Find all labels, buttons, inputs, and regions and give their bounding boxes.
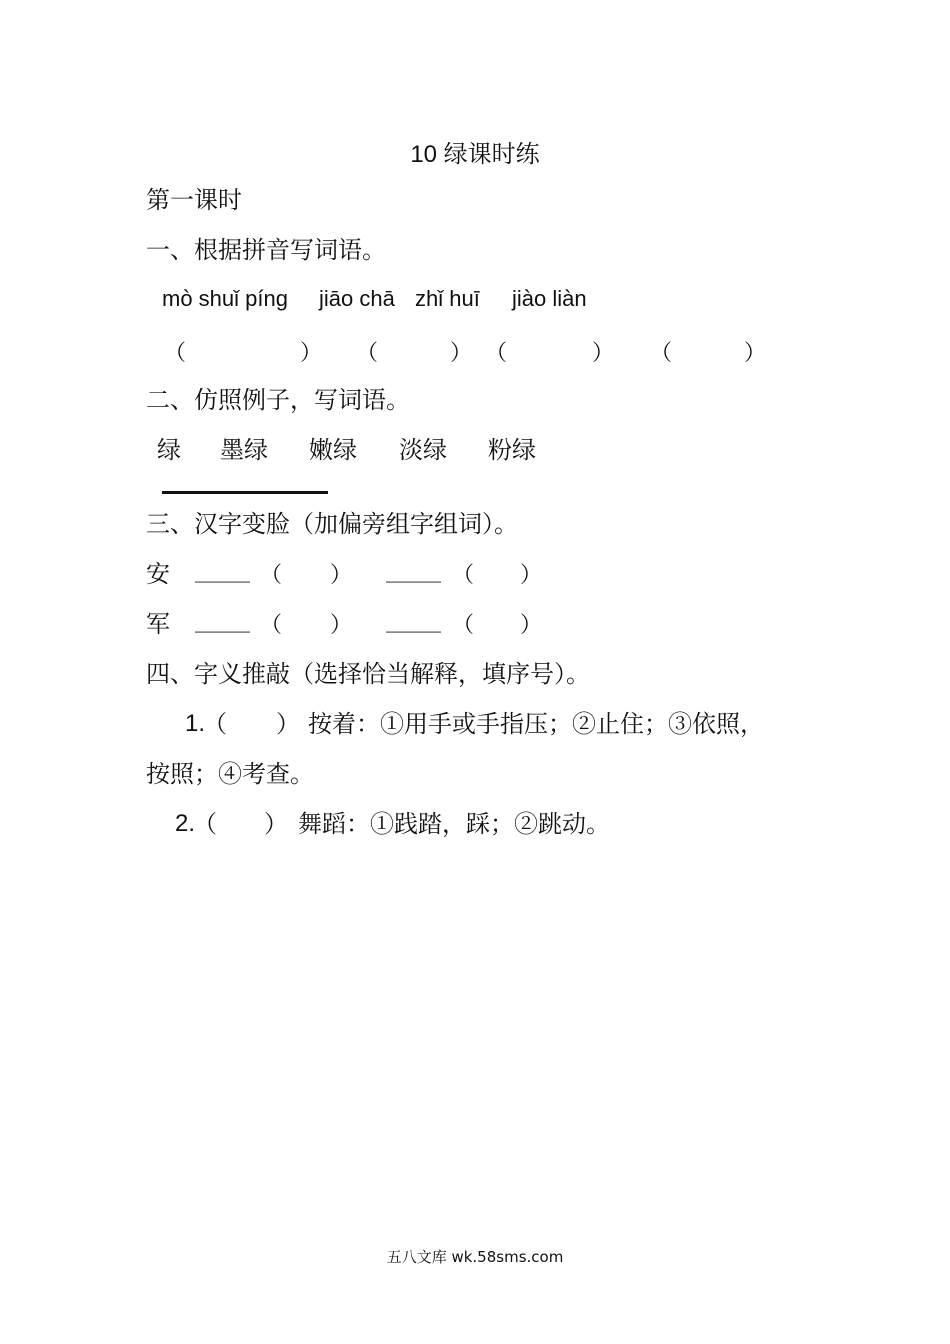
- answer-open-paren: （: [193, 810, 217, 838]
- section4-heading: 四、字义推敲（选择恰当解释，填序号）。: [146, 660, 590, 688]
- answer-open-paren: （: [260, 563, 283, 588]
- answer-close-paren: ）: [520, 563, 543, 588]
- char-jun: 军: [146, 610, 170, 638]
- pinyin-4: jiào liàn: [512, 286, 587, 311]
- answer-close-paren: ）: [330, 563, 353, 588]
- section2-heading: 二、仿照例子，写词语。: [146, 386, 410, 414]
- answer-line: [162, 491, 328, 494]
- word-1: 绿: [157, 436, 181, 464]
- page-title: 10 绿课时练: [410, 141, 540, 168]
- answer-open-paren: （: [650, 341, 673, 366]
- word-2: 墨绿: [220, 436, 268, 464]
- answer-close-paren: ）: [744, 341, 767, 366]
- question-number: 1.: [185, 710, 206, 737]
- footer-watermark: 五八文库 wk.58sms.com: [386, 1248, 564, 1266]
- q1-text-line1: 按着：①用手或手指压；②止住；③依照，: [308, 710, 764, 738]
- blank-line: _____: [386, 558, 441, 583]
- answer-close-paren: ）: [264, 810, 288, 838]
- q1-text-line2: 按照；④考查。: [146, 760, 314, 788]
- answer-close-paren: ）: [592, 341, 615, 366]
- char-an: 安: [146, 560, 170, 588]
- q2-text: 舞蹈：①践踏，踩；②跳动。: [298, 810, 610, 838]
- answer-open-paren: （: [452, 613, 475, 638]
- answer-open-paren: （: [452, 563, 475, 588]
- word-3: 嫩绿: [309, 436, 357, 464]
- question-number: 2.: [175, 810, 196, 837]
- pinyin-2: jiāo chā: [319, 286, 395, 311]
- answer-open-paren: （: [164, 341, 187, 366]
- answer-close-paren: ）: [300, 341, 323, 366]
- blank-line: _____: [386, 608, 441, 633]
- section1-heading: 一、根据拼音写词语。: [146, 236, 386, 264]
- answer-close-paren: ）: [520, 613, 543, 638]
- blank-line: _____: [195, 608, 250, 633]
- lesson-label: 第一课时: [146, 186, 242, 214]
- answer-open-paren: （: [356, 341, 379, 366]
- pinyin-1: mò shuǐ píng: [162, 286, 288, 311]
- word-5: 粉绿: [488, 436, 536, 464]
- answer-open-paren: （: [485, 341, 508, 366]
- section3-heading: 三、汉字变脸（加偏旁组字组词）。: [146, 510, 518, 538]
- answer-close-paren: ）: [450, 341, 473, 366]
- blank-line: _____: [195, 558, 250, 583]
- answer-close-paren: ）: [276, 710, 300, 738]
- answer-open-paren: （: [203, 710, 227, 738]
- word-4: 淡绿: [399, 436, 447, 464]
- answer-close-paren: ）: [330, 613, 353, 638]
- pinyin-3: zhǐ huī: [415, 286, 480, 311]
- answer-open-paren: （: [260, 613, 283, 638]
